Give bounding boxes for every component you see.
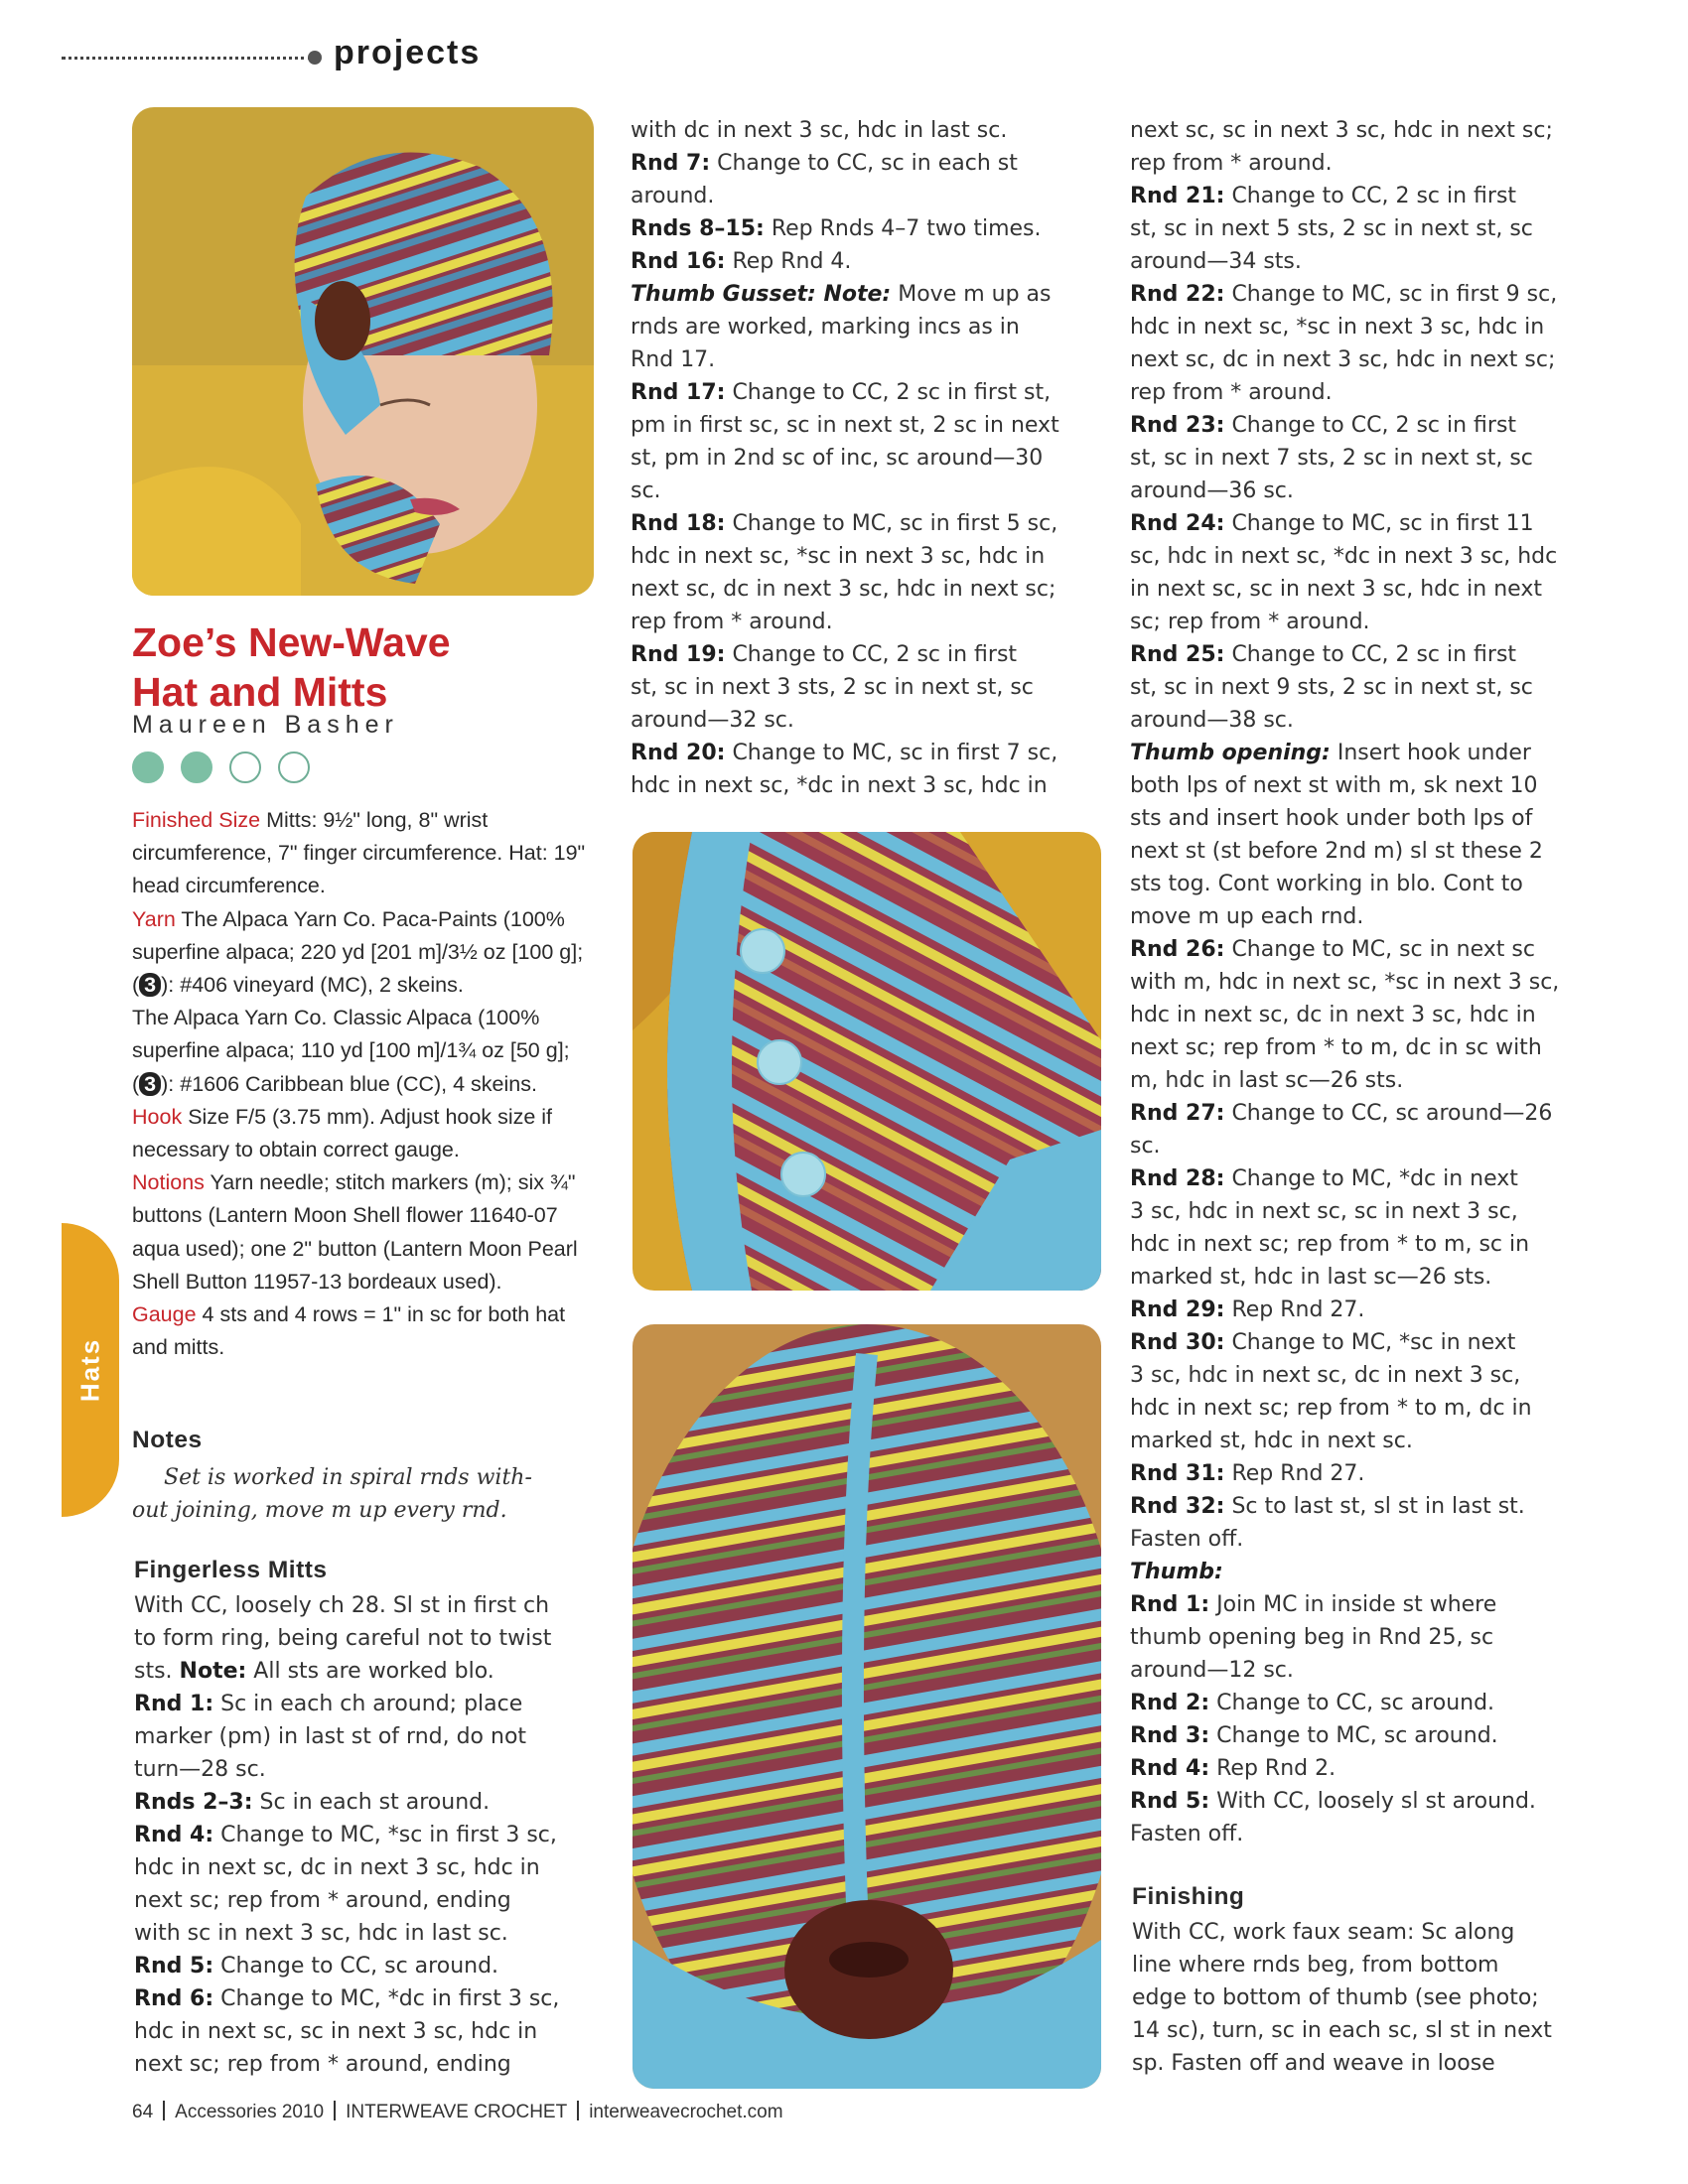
yarn-weight-badge: 3 [139, 973, 161, 997]
difficulty-dot-filled [181, 751, 212, 783]
spec-hook: Hook Size F/5 (3.75 mm). Adjust hook size if necessary to obtain correct gauge. [132, 1104, 553, 1162]
instruction-line: Rnd 7: Change to CC, sc in each st [631, 151, 1018, 176]
instruction-line: With CC, loosely ch 28. Sl st in first ch [134, 1593, 550, 1618]
instruction-line: to form ring, being careful not to twist [134, 1626, 552, 1651]
round-label: Thumb Gusset: Note: [631, 282, 892, 307]
author-name: Maureen Basher [132, 711, 399, 739]
instruction-line: Rnd 5: Change to CC, sc around. [134, 1954, 499, 1979]
round-label: Thumb opening: [1130, 741, 1331, 765]
instruction-line: Rnd 27: Change to CC, sc around—26 [1130, 1101, 1553, 1126]
instruction-line: hdc in next sc; rep from * to m, sc in [1130, 1232, 1530, 1257]
fingerless-mitts-heading: Fingerless Mitts [134, 1557, 328, 1583]
instruction-line: Rnd 29: Rep Rnd 27. [1130, 1297, 1365, 1322]
round-label: Rnd 6: [134, 1986, 214, 2011]
instruction-line: Thumb Gusset: Note: Move m up as [631, 282, 1052, 307]
instruction-line: Rnd 3: Change to MC, sc around. [1130, 1723, 1498, 1748]
instruction-line: both lps of next st with m, sk next 10 [1130, 773, 1538, 798]
round-label: Thumb: [1130, 1560, 1223, 1584]
instruction-line: next sc, dc in next 3 sc, hdc in next sc; [631, 577, 1056, 602]
instruction-line: Rnd 17: Change to CC, 2 sc in first st, [631, 380, 1052, 405]
instruction-line: st, sc in next 7 sts, 2 sc in next st, sc [1130, 446, 1533, 471]
notes-heading: Notes [132, 1427, 203, 1453]
notes-body: Set is worked in spiral rnds with- out joining, move m up every rnd. [132, 1465, 532, 1523]
difficulty-dot-filled [132, 751, 164, 783]
instruction-line: Rnd 2: Change to CC, sc around. [1130, 1691, 1495, 1715]
round-label: Rnd 5: [134, 1954, 214, 1979]
round-label: Rnd 30: [1130, 1330, 1225, 1355]
instruction-line: Rnd 5: With CC, loosely sl st around. [1130, 1789, 1536, 1814]
section-tab-hats: Hats [62, 1223, 119, 1517]
instruction-line: Rnd 31: Rep Rnd 27. [1130, 1461, 1365, 1486]
round-label: Rnd 20: [631, 741, 726, 765]
instruction-line: st, sc in next 3 sts, 2 sc in next st, sc [631, 675, 1034, 700]
spec-yarn: Yarn The Alpaca Yarn Co. Paca-Paints (100% superfine alpaca; 220 yd [201 m]/3½ oz [100 g]; ( 3 ): #406 vineyard (MC), 2 skeins. [132, 906, 584, 998]
instruction-line: Rnd 25: Change to CC, 2 sc in first [1130, 642, 1517, 667]
instruction-line: hdc in next sc, dc in next 3 sc, hdc in [134, 1855, 540, 1880]
instruction-line: 3 sc, hdc in next sc, dc in next 3 sc, [1130, 1363, 1521, 1388]
round-label: Rnd 1: [134, 1692, 214, 1716]
instruction-line: m, hdc in last sc—26 sts. [1130, 1068, 1404, 1093]
photo-hat-crown [633, 1324, 1101, 2089]
instruction-line: marked st, hdc in next sc. [1130, 1429, 1413, 1453]
instruction-line: rep from * around. [1130, 151, 1333, 176]
pattern-title-line-1: Zoe’s New-Wave [132, 619, 451, 665]
page-number: 64 [132, 2102, 154, 2122]
round-label: Rnd 31: [1130, 1461, 1225, 1486]
instruction-line: next sc, sc in next 3 sc, hdc in next sc; [1130, 118, 1553, 143]
instruction-line: marker (pm) in last st of rnd, do not [134, 1724, 527, 1749]
round-label: Rnd 26: [1130, 937, 1225, 962]
pattern-specs [132, 804, 599, 1364]
instruction-line: 3 sc, hdc in next sc, sc in next 3 sc, [1130, 1199, 1518, 1224]
instruction-line: pm in first sc, sc in next st, 2 sc in next [631, 413, 1059, 438]
difficulty-dot-empty [278, 751, 310, 783]
round-label: Rnd 24: [1130, 511, 1225, 536]
instruction-line: Rnd 1: Join MC in inside st where [1130, 1592, 1497, 1617]
round-label: Rnd 4: [134, 1823, 214, 1847]
instruction-line: sts and insert hook under both lps of [1130, 806, 1533, 831]
section-title: projects [334, 34, 482, 71]
instruction-line: st, sc in next 9 sts, 2 sc in next st, sc [1130, 675, 1533, 700]
round-label: Rnd 1: [1130, 1592, 1210, 1617]
instruction-line: Rnds 8–15: Rep Rnds 4–7 two times. [631, 216, 1042, 241]
header-bullet [308, 51, 322, 65]
instruction-line: Rnd 21: Change to CC, 2 sc in first [1130, 184, 1517, 208]
instruction-line: rep from * around. [631, 610, 833, 634]
instructions-column-1 [134, 1589, 601, 2081]
instruction-line: with m, hdc in next sc, *sc in next 3 sc, [1130, 970, 1560, 995]
instruction-line: Rnd 26: Change to MC, sc in next sc [1130, 937, 1535, 962]
spec-gauge: Gauge 4 sts and 4 rows = 1" in sc for both hat and mitts. [132, 1302, 566, 1360]
round-label: Rnd 27: [1130, 1101, 1225, 1126]
instruction-line: hdc in next sc, *sc in next 3 sc, hdc in [631, 544, 1046, 569]
instruction-line: around—34 sts. [1130, 249, 1302, 274]
photo-model-hat [132, 107, 594, 596]
instruction-line: Rnd 28: Change to MC, *dc in next [1130, 1166, 1518, 1191]
instruction-line: hdc in next sc, *sc in next 3 sc, hdc in [1130, 315, 1545, 340]
instruction-line: rep from * around. [1130, 380, 1333, 405]
instruction-line: hdc in next sc, dc in next 3 sc, hdc in [1130, 1003, 1536, 1027]
round-label: Rnd 32: [1130, 1494, 1225, 1519]
instruction-line: with sc in next 3 sc, hdc in last sc. [134, 1921, 508, 1946]
round-label: Rnd 21: [1130, 184, 1225, 208]
instruction-line: Rnd 17. [631, 347, 716, 372]
spec-finished-size: Finished Size Mitts: 9½" long, 8" wrist circumference, 7" finger circumference. Hat: 19" head circumference. [132, 808, 586, 898]
instruction-line [1130, 1556, 1607, 1588]
instruction-line: around—12 sc. [1130, 1658, 1294, 1683]
instruction-line: next sc; rep from * around, ending [134, 2052, 511, 2077]
instruction-line: Rnd 20: Change to MC, sc in first 7 sc, [631, 741, 1058, 765]
instruction-line: sc; rep from * around. [1130, 610, 1370, 634]
instruction-line: sc. [631, 478, 661, 503]
instruction-line: Rnd 1: Sc in each ch around; place [134, 1692, 523, 1716]
round-label: Rnd 29: [1130, 1297, 1225, 1322]
finishing-body: With CC, work faux seam: Sc along line where rnds beg, from bottom edge to bottom of thumb (see photo; 14 sc), turn, sc in each sc, sl st in next sp. Fasten off and weave in loose [1132, 1920, 1552, 2076]
round-label: Rnd 5: [1130, 1789, 1210, 1814]
round-label: Rnd 17: [631, 380, 726, 405]
instruction-line: Rnds 2–3: Sc in each st around. [134, 1790, 491, 1815]
pattern-title-line-2: Hat and Mitts [132, 669, 388, 715]
round-label: Rnd 7: [631, 151, 711, 176]
round-label: Rnd 4: [1130, 1756, 1210, 1781]
instruction-line: thumb opening beg in Rnd 25, sc [1130, 1625, 1494, 1650]
page-footer [132, 2101, 783, 2123]
instructions-column-2 [631, 114, 1097, 802]
photo-mitt [633, 832, 1101, 1291]
instruction-line: Rnd 32: Sc to last st, sl st in last st. [1130, 1494, 1525, 1519]
instruction-line: around—36 sc. [1130, 478, 1294, 503]
instruction-line: sc, hdc in next sc, *dc in next 3 sc, hdc [1130, 544, 1558, 569]
instruction-line: hdc in next sc, *dc in next 3 sc, hdc in [631, 773, 1048, 798]
instruction-line: next sc; rep from * to m, dc in sc with [1130, 1035, 1542, 1060]
round-label: Rnd 3: [1130, 1723, 1210, 1748]
instruction-line: next sc; rep from * around, ending [134, 1888, 511, 1913]
instruction-line: turn—28 sc. [134, 1757, 266, 1782]
instruction-line: next st (st before 2nd m) sl st these 2 [1130, 839, 1543, 864]
instruction-line: next sc, dc in next 3 sc, hdc in next sc; [1130, 347, 1556, 372]
instruction-line: st, sc in next 5 sts, 2 sc in next st, sc [1130, 216, 1533, 241]
instruction-line: rnds are worked, marking incs as in [631, 315, 1020, 340]
difficulty-dot-empty [229, 751, 261, 783]
instruction-line: Rnd 19: Change to CC, 2 sc in first [631, 642, 1018, 667]
header-dotted-rule [62, 57, 312, 60]
round-label: Rnd 19: [631, 642, 726, 667]
instruction-line: around—32 sc. [631, 708, 794, 733]
round-label: Rnds 8–15: [631, 216, 765, 241]
instruction-line: Rnd 30: Change to MC, *sc in next [1130, 1330, 1516, 1355]
spec-yarn-2: The Alpaca Yarn Co. Classic Alpaca (100% superfine alpaca; 110 yd [100 m]/1¾ oz [50 g]; ( 3 ): #1606 Caribbean blue (CC), 4 skeins. [132, 1006, 570, 1096]
round-label: Rnd 25: [1130, 642, 1225, 667]
instruction-line: Rnd 22: Change to MC, sc in first 9 sc, [1130, 282, 1558, 307]
instruction-line: Rnd 6: Change to MC, *dc in first 3 sc, [134, 1986, 560, 2011]
spec-notions: Notions Yarn needle; stitch markers (m); six ¾" buttons (Lantern Moon Shell flower 11640-07 aqua used); one 2" button (Lantern Moon Pearl Shell Button 11957-13 bordeaux used). [132, 1170, 578, 1294]
issue-name: Accessories 2010 [175, 2102, 325, 2122]
instruction-line: sts tog. Cont working in blo. Cont to [1130, 872, 1523, 896]
round-label: Rnd 28: [1130, 1166, 1225, 1191]
instruction-line: with dc in next 3 sc, hdc in last sc. [631, 118, 1008, 143]
round-label: Rnds 2–3: [134, 1790, 253, 1815]
round-label: Rnd 2: [1130, 1691, 1210, 1715]
instruction-line: Rnd 18: Change to MC, sc in first 5 sc, [631, 511, 1058, 536]
instruction-line: around. [631, 184, 715, 208]
instruction-line: hdc in next sc; rep from * to m, dc in [1130, 1396, 1532, 1421]
pattern-title [132, 617, 599, 717]
instruction-line: move m up each rnd. [1130, 904, 1364, 929]
magazine-name: INTERWEAVE CROCHET [346, 2102, 568, 2122]
difficulty-rating [132, 751, 310, 783]
instruction-line: Rnd 4: Change to MC, *sc in first 3 sc, [134, 1823, 557, 1847]
instruction-line: Rnd 23: Change to CC, 2 sc in first [1130, 413, 1517, 438]
instruction-line: st, pm in 2nd sc of inc, sc around—30 [631, 446, 1044, 471]
instruction-line: Thumb opening: Insert hook under [1130, 741, 1531, 765]
round-label: Rnd 22: [1130, 282, 1225, 307]
instruction-line: Rnd 4: Rep Rnd 2. [1130, 1756, 1336, 1781]
instruction-line: hdc in next sc, sc in next 3 sc, hdc in [134, 2019, 538, 2044]
instruction-line: in next sc, sc in next 3 sc, hdc in next [1130, 577, 1542, 602]
round-label: Rnd 16: [631, 249, 726, 274]
round-label: Note: [179, 1659, 247, 1684]
instruction-line: Rnd 24: Change to MC, sc in first 11 [1130, 511, 1534, 536]
instruction-line: sts. Note: All sts are worked blo. [134, 1659, 494, 1684]
instruction-line: Fasten off. [1130, 1527, 1244, 1552]
round-label: Rnd 23: [1130, 413, 1225, 438]
round-label: Rnd 18: [631, 511, 726, 536]
instruction-line: Rnd 16: Rep Rnd 4. [631, 249, 852, 274]
instruction-line: Fasten off. [1130, 1822, 1244, 1846]
finishing-heading: Finishing [1132, 1883, 1245, 1910]
instruction-line: marked st, hdc in last sc—26 sts. [1130, 1265, 1492, 1290]
yarn-weight-badge: 3 [139, 1072, 161, 1096]
instruction-line: sc. [1130, 1134, 1161, 1159]
magazine-url: interweavecrochet.com [589, 2102, 783, 2122]
instruction-line: around—38 sc. [1130, 708, 1294, 733]
instructions-column-3 [1130, 114, 1607, 1850]
